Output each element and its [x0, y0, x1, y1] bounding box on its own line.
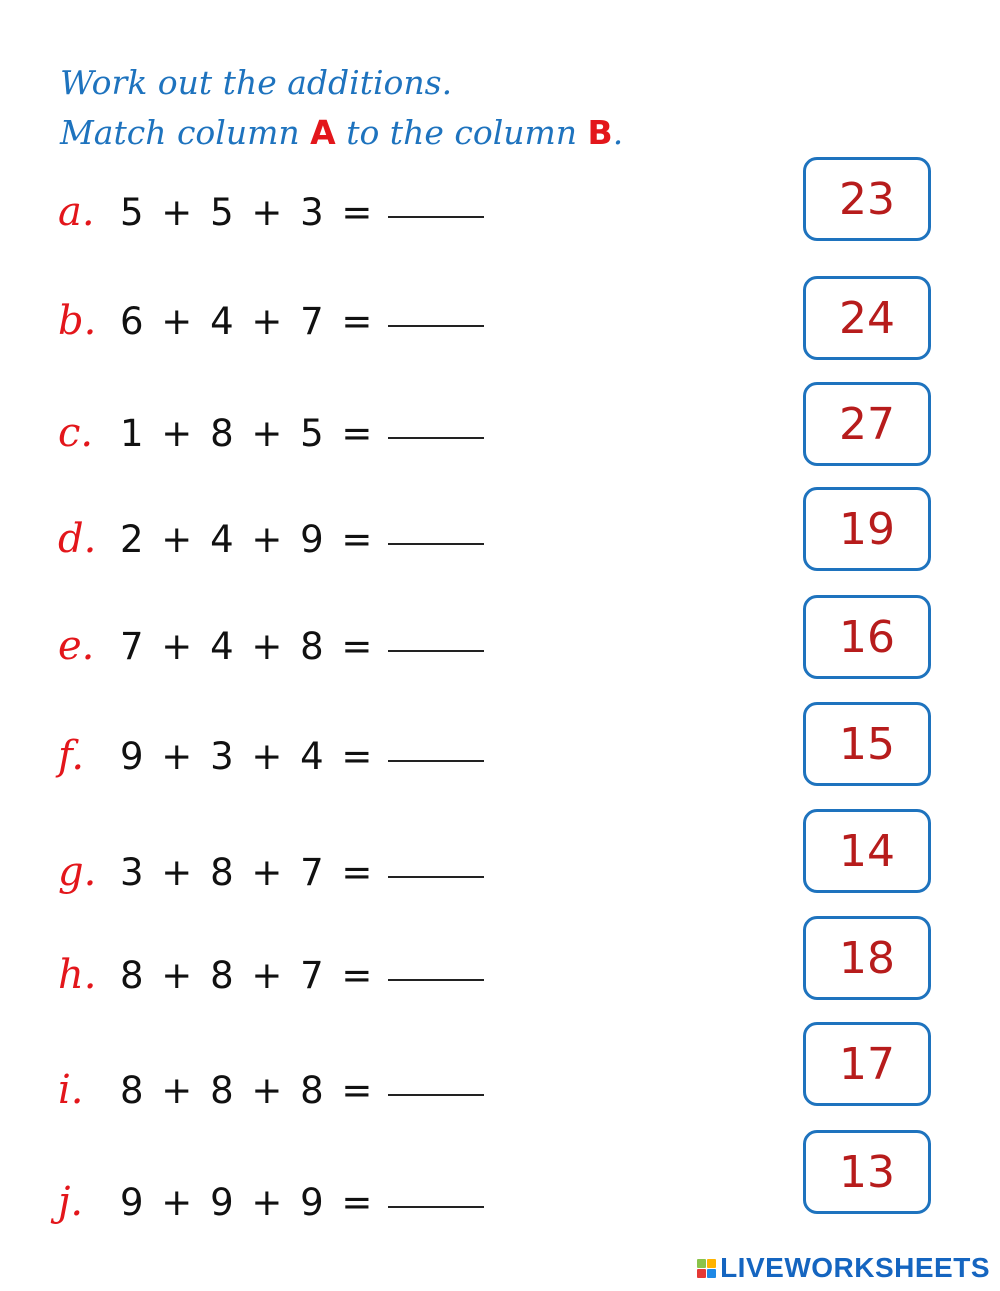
problem-j — [58, 1172, 484, 1232]
problem-label: a. — [58, 189, 95, 235]
liveworksheets-logo-icon — [697, 1259, 716, 1278]
instructions — [60, 58, 623, 158]
problem-label: f. — [58, 733, 85, 779]
problem-label: h. — [58, 952, 97, 998]
problem-expression: 2 + 4 + 9 = — [120, 517, 373, 561]
answer-blank[interactable] — [388, 509, 484, 545]
problem-g — [58, 842, 484, 902]
instruction-line-1: Work out the additions. — [60, 63, 453, 102]
answer-box-10[interactable]: 13 — [803, 1130, 931, 1214]
answer-box-8[interactable]: 18 — [803, 916, 931, 1000]
problem-expression: 1 + 8 + 5 = — [120, 411, 373, 455]
problem-expression: 7 + 4 + 8 = — [120, 624, 373, 668]
column-b-letter: B — [587, 113, 613, 152]
answer-box-4[interactable]: 19 — [803, 487, 931, 571]
problem-e — [58, 616, 484, 676]
answer-box-6[interactable]: 15 — [803, 702, 931, 786]
problem-expression: 8 + 8 + 7 = — [120, 953, 373, 997]
problem-label: e. — [58, 623, 95, 669]
problem-b — [58, 291, 484, 351]
instruction-line-2-middle: to the column — [335, 113, 588, 152]
answer-blank[interactable] — [388, 1060, 484, 1096]
problem-label: d. — [58, 516, 97, 562]
instruction-line-2 — [60, 108, 623, 158]
answer-box-3[interactable]: 27 — [803, 382, 931, 466]
instruction-line-2-start: Match column — [60, 113, 311, 152]
liveworksheets-brand — [697, 1252, 990, 1284]
brand-name: LIVEWORKSHEETS — [720, 1252, 990, 1283]
answer-blank[interactable] — [388, 945, 484, 981]
problem-label: i. — [58, 1067, 84, 1113]
problem-d — [58, 509, 484, 569]
answer-blank[interactable] — [388, 1172, 484, 1208]
problem-expression: 6 + 4 + 7 = — [120, 299, 373, 343]
answer-box-2[interactable]: 24 — [803, 276, 931, 360]
instruction-line-2-end: . — [612, 113, 624, 152]
problem-c — [58, 403, 484, 463]
answer-blank[interactable] — [388, 291, 484, 327]
answer-blank[interactable] — [388, 726, 484, 762]
problem-i — [58, 1060, 484, 1120]
answer-blank[interactable] — [388, 182, 484, 218]
problem-h — [58, 945, 484, 1005]
answer-blank[interactable] — [388, 842, 484, 878]
answer-box-7[interactable]: 14 — [803, 809, 931, 893]
problem-a — [58, 182, 484, 242]
problem-expression: 9 + 3 + 4 = — [120, 734, 373, 778]
problem-label: c. — [58, 410, 94, 456]
problem-label: j. — [58, 1179, 84, 1225]
problem-label: g. — [58, 849, 97, 895]
answer-box-5[interactable]: 16 — [803, 595, 931, 679]
answer-blank[interactable] — [388, 616, 484, 652]
answer-box-1[interactable]: 23 — [803, 157, 931, 241]
problem-expression: 8 + 8 + 8 = — [120, 1068, 373, 1112]
problem-expression: 3 + 8 + 7 = — [120, 850, 373, 894]
problem-expression: 9 + 9 + 9 = — [120, 1180, 373, 1224]
problem-expression: 5 + 5 + 3 = — [120, 190, 373, 234]
problem-label: b. — [58, 298, 97, 344]
answer-blank[interactable] — [388, 403, 484, 439]
problem-f — [58, 726, 484, 786]
answer-box-9[interactable]: 17 — [803, 1022, 931, 1106]
column-a-letter: A — [310, 113, 336, 152]
